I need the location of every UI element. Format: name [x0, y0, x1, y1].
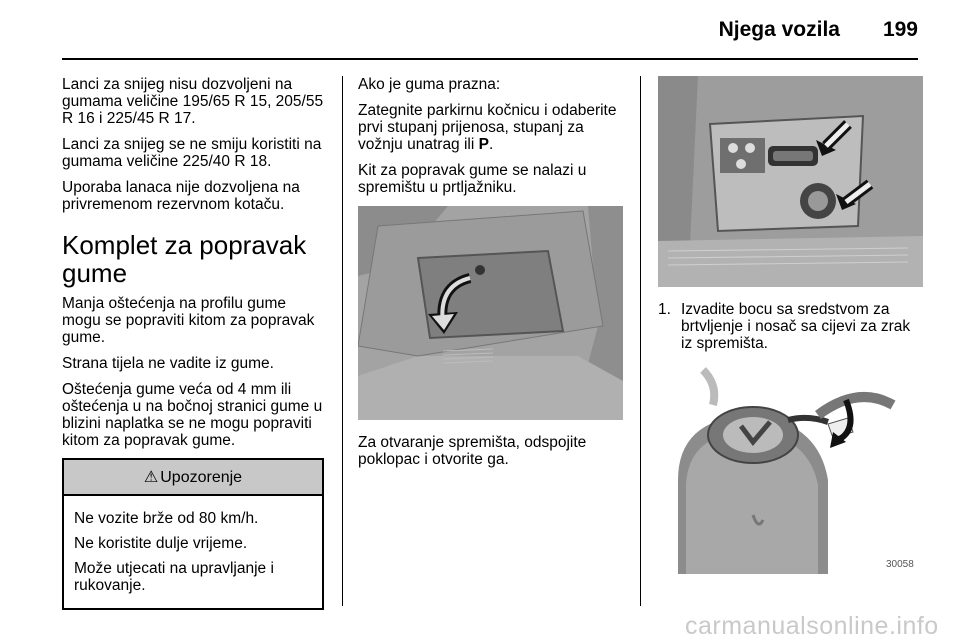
paragraph: Lanci za snijeg nisu dozvoljeni na gumama veličine 195/65 R 15, 205/55 R 16 i 225/45 R 17. — [62, 76, 324, 127]
header-title: Njega vozila — [718, 18, 840, 41]
column-divider — [640, 76, 641, 606]
header-rule — [62, 58, 918, 60]
repair-kit-compartment-illustration — [658, 76, 923, 287]
trunk-storage-image — [358, 206, 623, 420]
warning-box — [62, 458, 324, 610]
step-text: Izvadite bocu sa sredstvom za brtvljenje i nosač sa cijevi za zrak iz spremišta. — [681, 301, 911, 352]
sealant-bottle-illustration — [658, 360, 923, 574]
warning-header — [64, 460, 322, 496]
paragraph-text: Zategnite parkirnu kočnicu i odaberite prvi stupanj prijenosa, stupanj za vožnju unatrag ili — [358, 102, 617, 153]
column-divider — [342, 76, 343, 606]
warning-body — [64, 496, 322, 608]
column-1 — [62, 76, 327, 610]
paragraph: Lanci za snijeg se ne smiju koristiti na gumama veličine 225/40 R 18. — [62, 136, 322, 170]
paragraph — [358, 102, 624, 153]
step-number: 1. — [658, 301, 671, 318]
watermark: carmanualsonline.info — [685, 612, 939, 640]
gear-letter: P — [478, 136, 489, 153]
list-item — [658, 301, 923, 352]
paragraph-end: . — [488, 136, 494, 153]
paragraph: Kit za popravak gume se nalazi u spremištu u prtljažniku. — [358, 162, 587, 196]
paragraph: Ako je guma prazna: — [358, 76, 501, 93]
section-heading: Komplet za popravak gume — [62, 230, 307, 288]
figure-code: 30058 — [886, 559, 914, 570]
column-2 — [358, 76, 624, 477]
warning-title: Upozorenje — [160, 468, 243, 486]
paragraph: Oštećenja gume veća od 4 mm ili oštećenja u na bočnoj stranici gume u blizini naplatka se ne mogu popraviti kitom za popravak gume. — [62, 381, 323, 449]
warning-line: Može utjecati na upravljanje i rukovanje. — [74, 560, 274, 594]
warning-line: Ne koristite dulje vrijeme. — [74, 535, 248, 552]
paragraph: Manja oštećenja na profilu gume mogu se popraviti kitom za popravak gume. — [62, 295, 315, 346]
warning-line: Ne vozite brže od 80 km/h. — [74, 510, 259, 527]
figure-caption: Za otvaranje spremišta, odspojite poklopac i otvorite ga. — [358, 434, 587, 468]
trunk-storage-illustration — [358, 206, 623, 420]
page-header — [0, 0, 960, 62]
warning-triangle-icon: ⚠ — [143, 468, 159, 486]
column-3 — [658, 76, 923, 588]
repair-kit-compartment-image — [658, 76, 923, 287]
page-number: 199 — [882, 18, 918, 41]
paragraph: Strana tijela ne vadite iz gume. — [62, 355, 274, 372]
step-list — [658, 301, 923, 352]
sealant-bottle-image — [658, 360, 923, 574]
paragraph: Uporaba lanaca nije dozvoljena na privremenom rezervnom kotaču. — [62, 179, 300, 213]
